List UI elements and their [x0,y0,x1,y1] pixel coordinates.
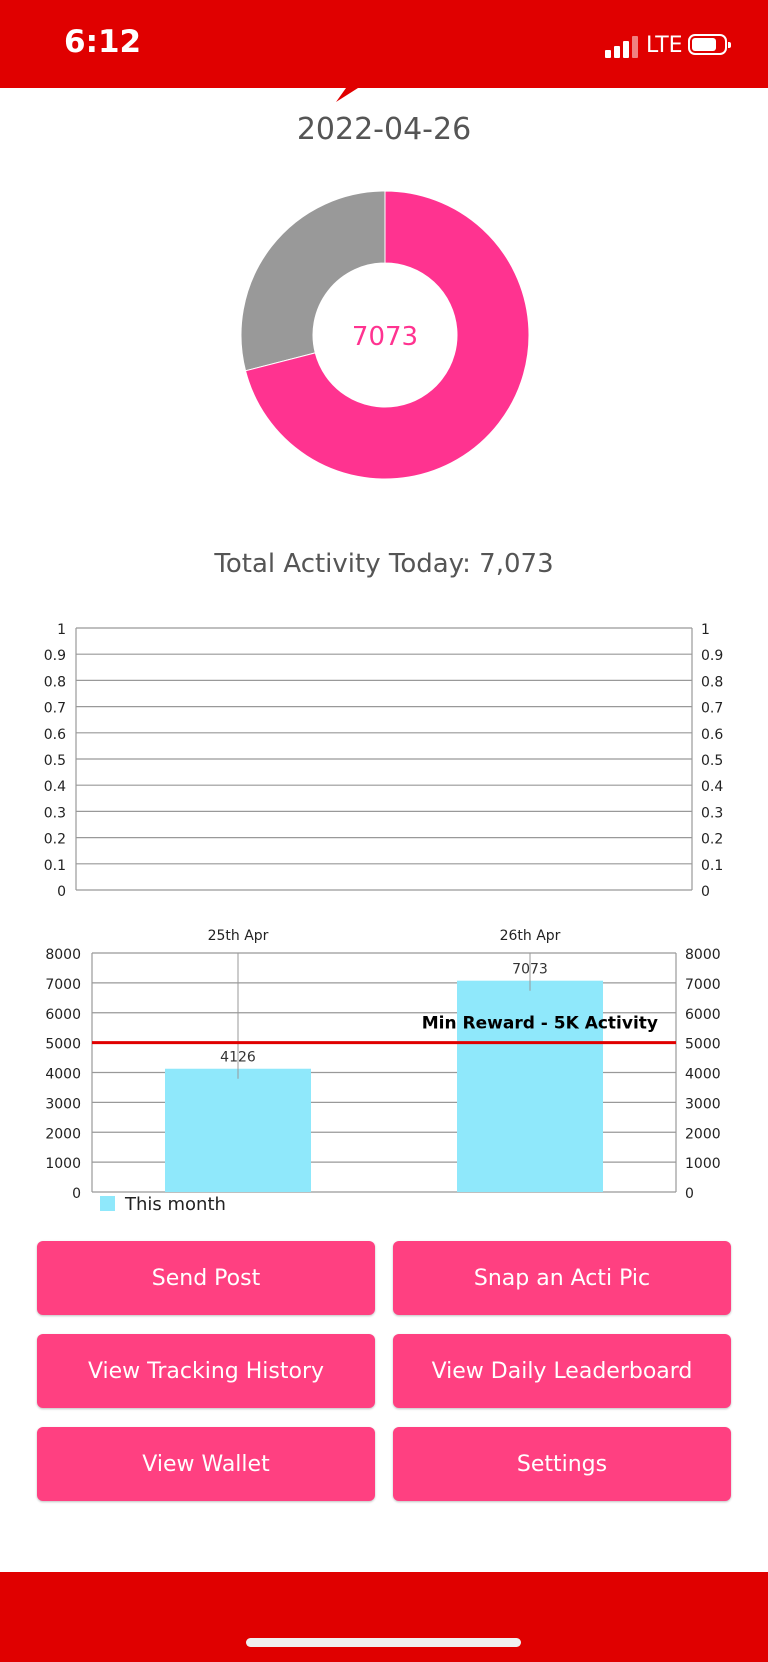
status-bar [0,0,768,88]
y-tick-label-right: 0.9 [701,648,724,665]
y-tick-label-right: 5000 [685,1036,721,1053]
bottom-bar [0,1572,768,1662]
y-tick-label-left: 6000 [45,1006,81,1023]
y-tick-label-left: 3000 [45,1096,81,1113]
donut-center-value: 7073 [351,322,419,352]
y-tick-label-left: 0.7 [43,700,66,717]
y-tick-label-left: 0.5 [43,753,66,769]
y-tick-label-left: 0.8 [43,674,66,691]
y-tick-label-left: 4000 [45,1066,81,1083]
y-tick-label-right: 8000 [685,947,721,963]
limit-line-label: Min Reward - 5K Activity [421,1013,658,1034]
total-activity-text: Total Activity Today: 7,073 [214,549,554,579]
view-tracking-history-button[interactable]: View Tracking History [37,1334,375,1408]
snap-acti-pic-button[interactable]: Snap an Acti Pic [393,1241,731,1315]
y-tick-label-left: 2000 [45,1126,81,1143]
y-tick-label-left: 0.9 [43,648,66,665]
network-type: LTE [646,33,683,58]
send-post-button[interactable]: Send Post [37,1241,375,1315]
y-tick-label-right: 1000 [685,1156,721,1173]
y-tick-label-left: 0.4 [43,779,66,796]
legend-label: This month [125,1194,226,1215]
view-wallet-button[interactable]: View Wallet [37,1427,375,1501]
y-tick-label-right: 0.6 [701,726,724,743]
y-tick-label-left: 5000 [45,1036,81,1053]
y-tick-label-left: 0.2 [43,831,66,848]
y-tick-label-right: 0 [701,884,710,900]
y-tick-label-left: 0.6 [43,726,66,743]
y-tick-label-right: 0.1 [701,857,724,874]
y-tick-label-left: 1000 [45,1156,81,1173]
y-tick-label-right: 0.7 [701,700,724,717]
line-chart [0,612,768,902]
bar-chart [0,920,768,1220]
y-tick-label-right: 0 [685,1186,694,1202]
x-tick-label: 25th Apr [207,928,269,944]
y-tick-label-left: 7000 [45,976,81,993]
y-tick-label-left: 1 [57,622,66,638]
settings-button[interactable]: Settings [393,1427,731,1501]
y-tick-label-right: 0.4 [701,779,724,796]
y-tick-label-right: 0.2 [701,831,724,848]
y-tick-label-left: 0 [57,884,66,900]
view-daily-leaderboard-button[interactable]: View Daily Leaderboard [393,1334,731,1408]
app-logo [336,88,366,102]
y-tick-label-left: 0.1 [43,857,66,874]
bar [457,981,603,1192]
y-tick-label-right: 3000 [685,1096,721,1113]
y-tick-label-right: 7000 [685,976,721,993]
activity-donut-chart [240,190,530,480]
cellular-signal-icon [605,36,639,58]
y-tick-label-left: 0 [72,1186,81,1202]
bar-value-label: 4126 [220,1049,256,1066]
y-tick-label-right: 0.5 [701,753,724,769]
y-tick-label-right: 2000 [685,1126,721,1143]
y-tick-label-left: 8000 [45,947,81,963]
y-tick-label-right: 4000 [685,1066,721,1083]
home-indicator[interactable] [246,1638,521,1647]
y-tick-label-right: 6000 [685,1006,721,1023]
y-tick-label-left: 0.3 [43,805,66,822]
y-tick-label-right: 1 [701,622,710,638]
status-time: 6:12 [64,24,142,60]
y-tick-label-right: 0.8 [701,674,724,691]
battery-icon [688,34,727,55]
y-tick-label-right: 0.3 [701,805,724,822]
x-tick-label: 26th Apr [499,928,561,944]
legend-swatch [100,1196,115,1211]
bar [165,1069,311,1192]
bar-value-label: 7073 [512,961,548,978]
page-date: 2022-04-26 [296,112,472,147]
